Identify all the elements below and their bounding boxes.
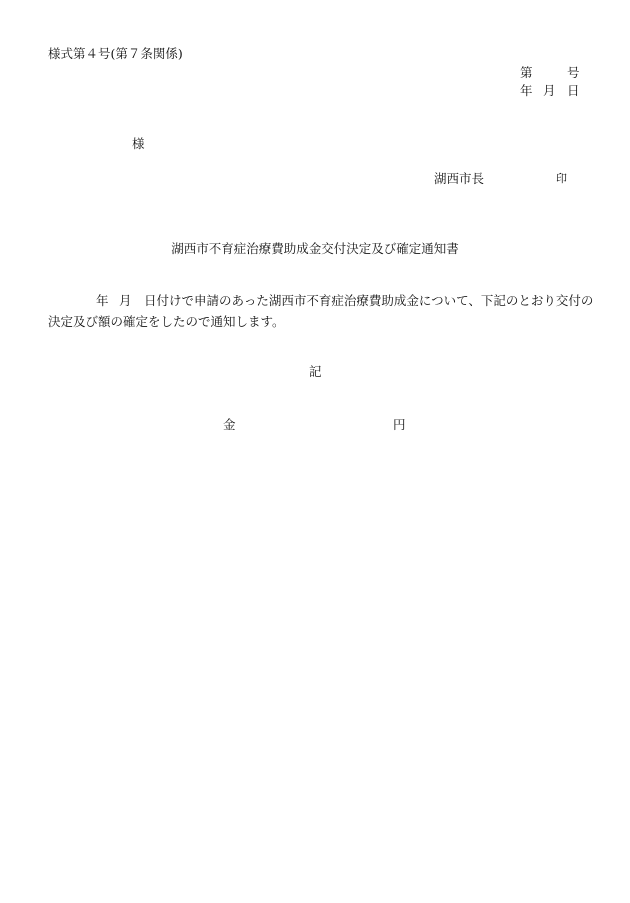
document-title: 湖西市不育症治療費助成金交付決定及び確定通知書 <box>171 241 459 256</box>
addressee-honorific: 様 <box>132 136 145 151</box>
body-month: 月 <box>119 293 132 308</box>
document-number-prefix: 第 <box>520 65 533 80</box>
amount-label: 金 <box>223 417 236 432</box>
issuer-name: 湖西市長 <box>434 171 485 186</box>
body-line-2: 決定及び額の確定をしたので通知します。 <box>48 314 285 329</box>
document-number-suffix: 号 <box>567 65 580 80</box>
ki-heading: 記 <box>309 364 322 379</box>
seal-mark: 印 <box>556 172 567 185</box>
date-month: 月 <box>543 83 556 98</box>
body-year: 年 <box>96 293 109 308</box>
date-day: 日 <box>567 83 580 98</box>
date-year: 年 <box>520 83 533 98</box>
form-number: 様式第４号(第７条関係) <box>48 46 183 61</box>
body-line-1-text: 日付けで申請のあった湖西市不育症治療費助成金について、下記のとおり交付の <box>144 293 594 308</box>
amount-unit: 円 <box>393 417 406 432</box>
